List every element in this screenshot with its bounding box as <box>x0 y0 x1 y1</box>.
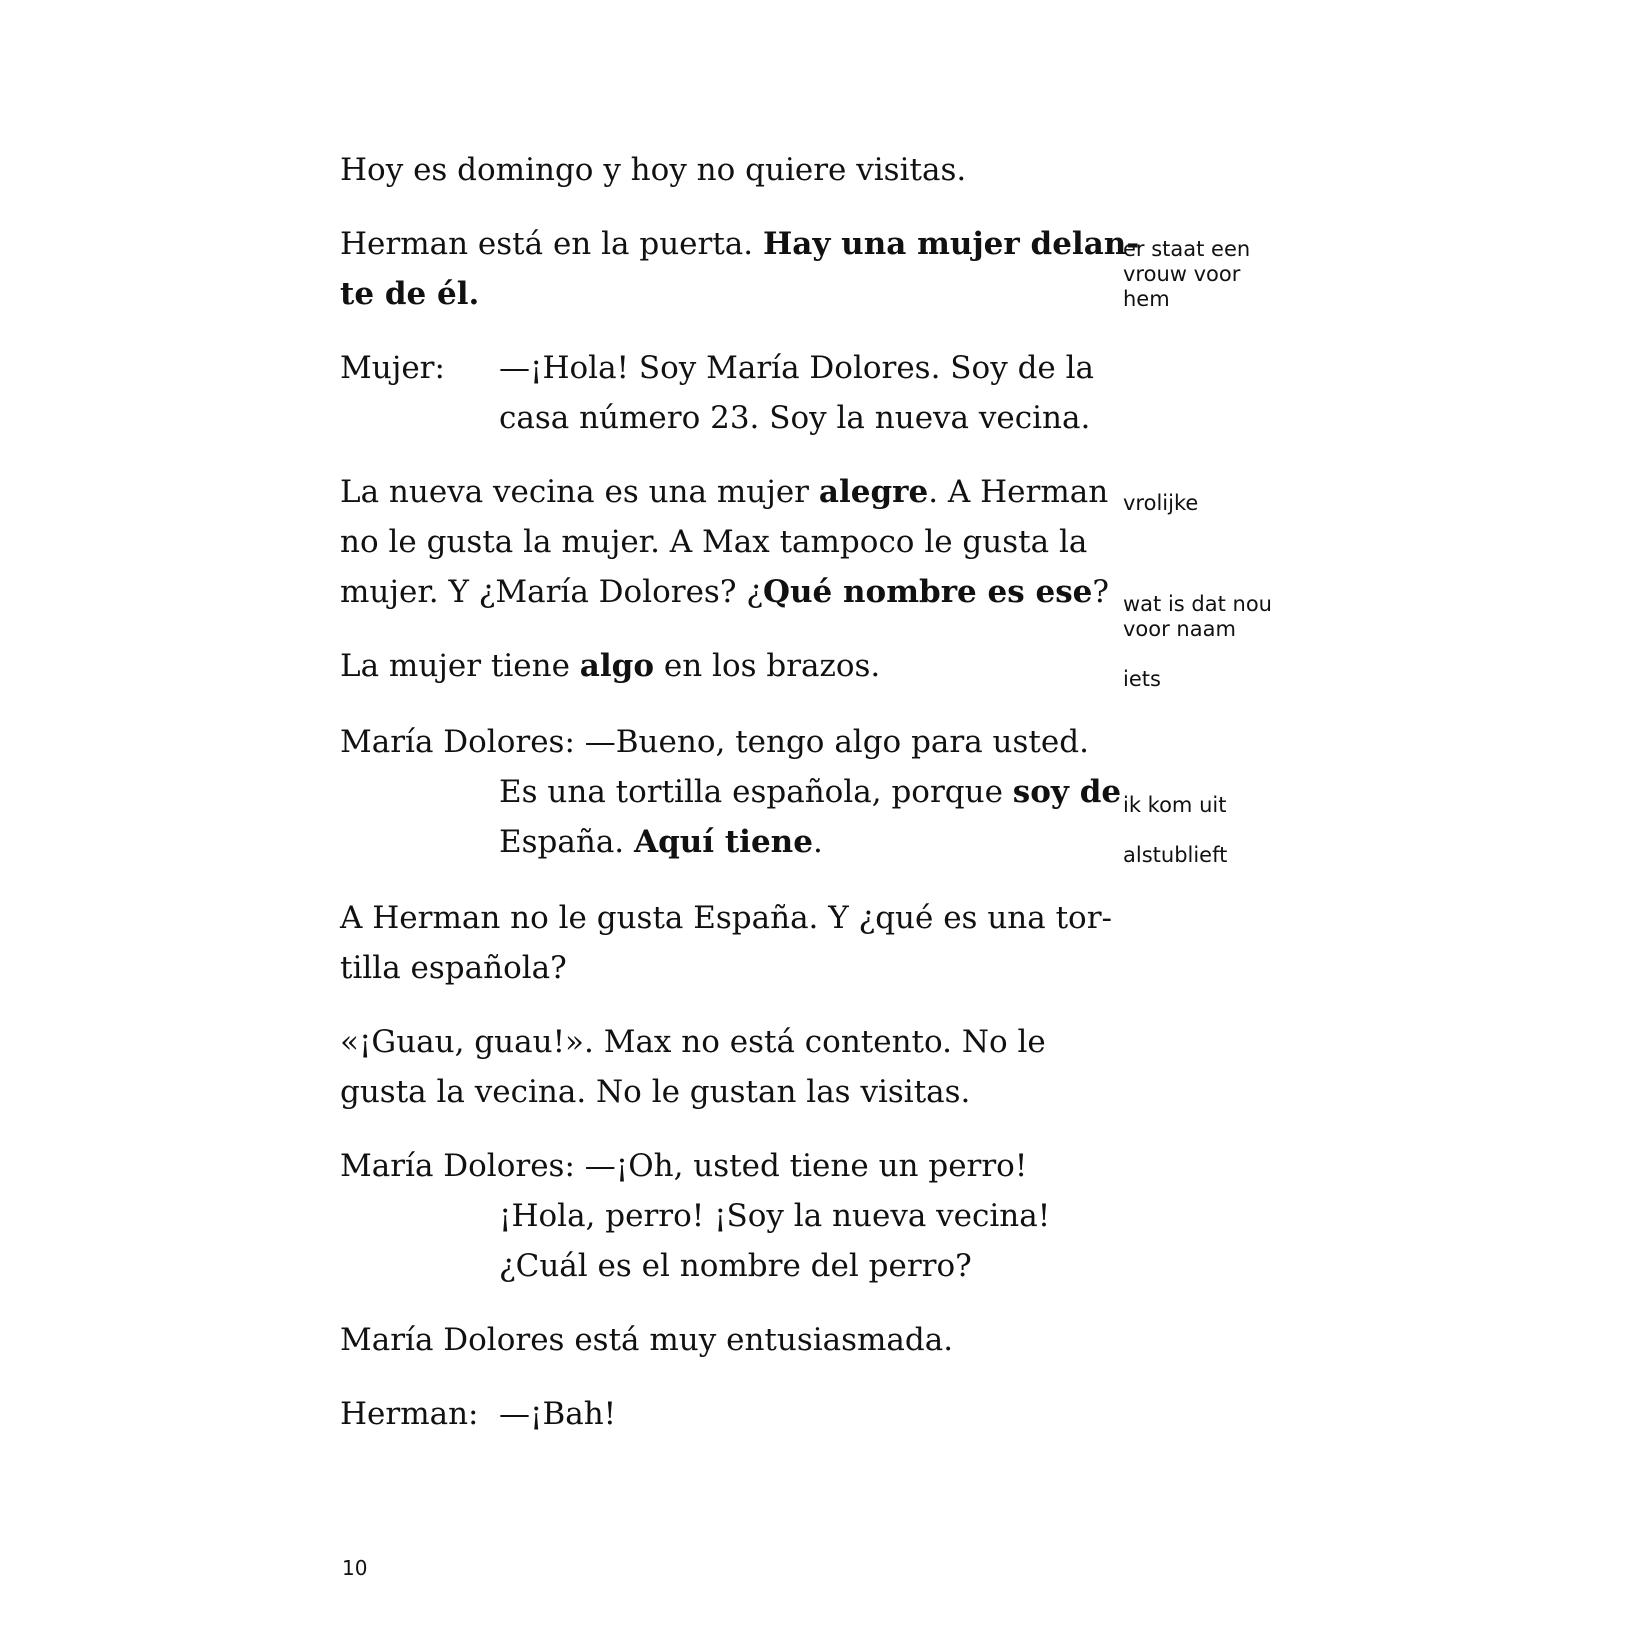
paragraph-11 <box>0 1394 1652 1434</box>
gloss-2-line-1: vrolijke <box>1123 491 1199 515</box>
gloss-3 <box>1123 592 1272 642</box>
p6-l3-a: España. <box>499 824 635 860</box>
page-number: 10 <box>342 1556 368 1580</box>
paragraph-9-line-3 <box>499 1246 972 1286</box>
gloss-1-line-1: er staat een <box>1123 237 1251 261</box>
gloss-1-line-2: vrouw voor <box>1123 262 1241 286</box>
paragraph-6-line-1 <box>340 722 1089 762</box>
paragraph-10 <box>340 1320 953 1360</box>
paragraph-9-line-2 <box>499 1196 1050 1236</box>
paragraph-4-line-2 <box>340 522 1087 562</box>
p2-bold-cont: te de él. <box>340 276 480 312</box>
p6-l2-a: Es una tortilla española, porque <box>499 774 1013 810</box>
paragraph-3-line-1 <box>0 348 1652 388</box>
paragraph-5 <box>340 646 880 686</box>
p1-text: Hoy es domingo y hoy no quiere visitas. <box>340 152 967 188</box>
paragraph-2-line-1 <box>340 224 1139 264</box>
gloss-4 <box>1123 667 1161 692</box>
p4-l3-a: mujer. Y ¿María Dolores? ¿ <box>340 574 763 610</box>
p10-text: María Dolores está muy entusiasmada. <box>340 1322 954 1358</box>
paragraph-8-line-2 <box>340 1072 970 1112</box>
paragraph-7-line-1 <box>340 898 1112 938</box>
p3-line-2: casa número 23. Soy la nueva vecina. <box>499 400 1091 436</box>
p6-bold-soy-de: soy de <box>1012 774 1122 810</box>
p7-line-1: A Herman no le gusta España. Y ¿qué es una tor- <box>340 900 1113 936</box>
speaker-mujer: Mujer: <box>340 350 445 386</box>
p2-bold: Hay una mujer delan- <box>762 226 1140 262</box>
paragraph-4-line-3 <box>340 572 1109 612</box>
paragraph-9-line-1 <box>340 1146 1027 1186</box>
p4-bold-que-nombre: Qué nombre es ese <box>762 574 1093 610</box>
p6-bold-aqui-tiene: Aquí tiene <box>634 824 813 860</box>
p5-c: en los brazos. <box>654 648 881 684</box>
gloss-6 <box>1123 843 1227 868</box>
p4-text-a: La nueva vecina es una mujer <box>340 474 819 510</box>
gloss-6-line-1: alstublieft <box>1123 843 1228 867</box>
p6-line-1: María Dolores: —Bueno, tengo algo para usted. <box>340 724 1089 760</box>
p5-a: La mujer tiene <box>340 648 580 684</box>
gloss-5 <box>1123 793 1226 818</box>
p4-bold-alegre: alegre <box>818 474 929 510</box>
speaker-herman: Herman: <box>340 1396 479 1432</box>
p4-line-2: no le gusta la mujer. A Max tampoco le gusta la <box>340 524 1088 560</box>
gloss-5-line-1: ik kom uit <box>1123 793 1227 817</box>
gloss-1-line-3: hem <box>1123 287 1170 311</box>
p4-text-c: . A Herman <box>928 474 1109 510</box>
p7-line-2: tilla española? <box>340 950 567 986</box>
p8-line-1: «¡Guau, guau!». Max no está contento. No le <box>340 1024 1046 1060</box>
paragraph-7-line-2 <box>340 948 567 988</box>
gloss-4-line-1: iets <box>1123 667 1161 691</box>
paragraph-2-line-2 <box>340 274 479 314</box>
paragraph-8-line-1 <box>340 1022 1046 1062</box>
p2-text: Herman está en la puerta. <box>340 226 763 262</box>
paragraph-3-line-2 <box>499 398 1090 438</box>
paragraph-4-line-1 <box>340 472 1108 512</box>
p3-line-1: —¡Hola! Soy María Dolores. Soy de la <box>499 350 1095 386</box>
p5-bold-algo: algo <box>579 648 655 684</box>
paragraph-6-line-2 <box>499 772 1121 812</box>
p9-line-3: ¿Cuál es el nombre del perro? <box>499 1248 972 1284</box>
p4-l3-c: ? <box>1092 574 1110 610</box>
p11-text: —¡Bah! <box>499 1396 617 1432</box>
p9-line-2: ¡Hola, perro! ¡Soy la nueva vecina! <box>499 1198 1051 1234</box>
p6-l3-c: . <box>812 824 823 860</box>
p9-line-1: María Dolores: —¡Oh, usted tiene un perro! <box>340 1148 1028 1184</box>
gloss-3-line-2: voor naam <box>1123 617 1236 641</box>
gloss-2 <box>1123 491 1198 516</box>
paragraph-6-line-3 <box>499 822 823 862</box>
paragraph-1 <box>340 150 966 190</box>
gloss-1 <box>1123 237 1250 312</box>
p8-line-2: gusta la vecina. No le gustan las visitas. <box>340 1074 971 1110</box>
gloss-3-line-1: wat is dat nou <box>1123 592 1272 616</box>
